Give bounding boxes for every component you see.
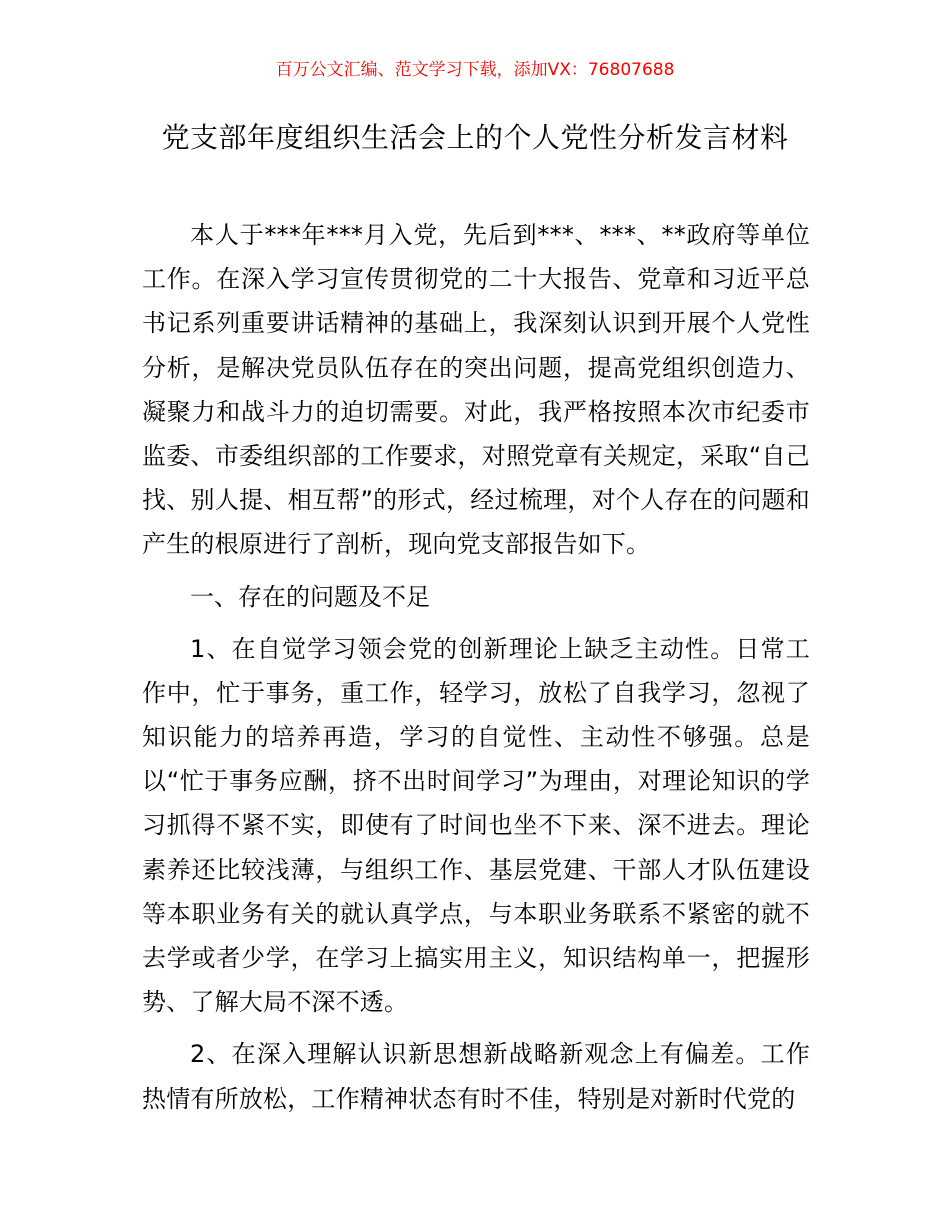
document-title: 党支部年度组织生活会上的个人党性分析发言材料	[161, 121, 789, 154]
problem-item-2: 2、在深入理解认识新思想新战略新观念上有偏差。工作热情有所放松，工作精神状态有时不佳，特别是对新时代党的	[142, 1040, 810, 1113]
problem-item-1: 1、在自觉学习领会党的创新理论上缺乏主动性。日常工作中，忙于事务，重工作，轻学习，放松了自我学习，忽视了知识能力的培养再造，学习的自觉性、主动性不够强。总是以“忙于事务应酬，挤不出时间学习”为理由，对理论知识的学习抓得不紧不实，即使有了时间也坐不下来、深不进去。理论素养还比较浅薄，与组织工作、基层党建、干部人才队伍建设等本职业务有关的就认真学点，与本职业务联系不紧密的就不去学或者少学，在学习上搞实用主义，知识结构单一，把握形势、了解大局不深不透。	[142, 634, 810, 1017]
watermark-header: 百万公文汇编、范文学习下载，添加VX：76807688	[275, 60, 675, 80]
section-heading-problems: 一、存在的问题及不足	[190, 582, 430, 611]
document-body	[142, 213, 810, 1121]
intro-paragraph: 本人于***年***月入党，先后到***、***、**政府等单位工作。在深入学习宣传贯彻党的二十大报告、党章和习近平总书记系列重要讲话精神的基础上，我深刻认识到开展个人党性分析，是解决党员队伍存在的突出问题，提高党组织创造力、凝聚力和战斗力的迫切需要。对此，我严格按照本次市纪委市监委、市委组织部的工作要求，对照党章有关规定，采取“自己找、别人提、相互帮”的形式，经过梳理，对个人存在的问题和产生的根原进行了剖析，现向党支部报告如下。	[142, 221, 810, 559]
